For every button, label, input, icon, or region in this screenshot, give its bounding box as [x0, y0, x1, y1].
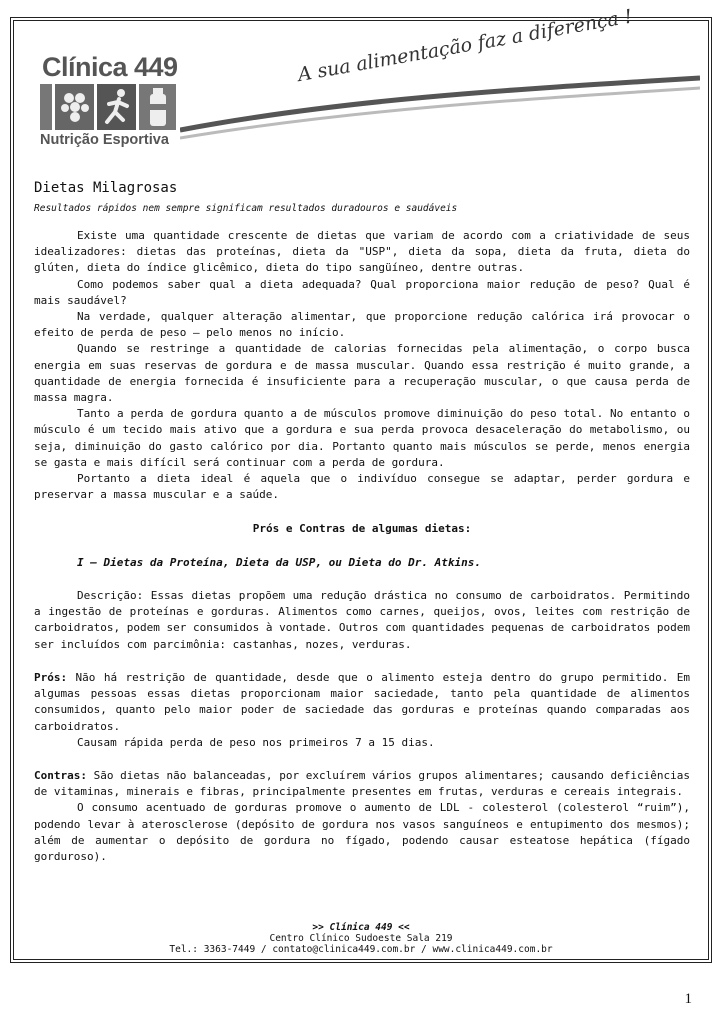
- paragraph: Como podemos saber qual a dieta adequada? Qual proporciona maior redução de peso? Qual é mais saudável?: [34, 277, 690, 307]
- diet-heading: [34, 555, 690, 571]
- article-title: Dietas Milagrosas: [34, 180, 178, 196]
- pros-section: [34, 670, 690, 751]
- footer-clinic-name: >> Clínica 449 <<: [312, 922, 410, 933]
- description-paragraph: Descrição: Essas dietas propõem uma redução drástica no consumo de carboidratos. Permitindo a ingestão de proteínas e gorduras. Alimentos como carnes, queijos, ovos, leites com restrição de carboidratos, podem ser consumidos à vontade. Outros com quantidades pequenas de carboidratos podem ser incluídos com parcimônia: castanhas, nozes, verduras.: [34, 589, 690, 651]
- paragraph: Tanto a perda de gordura quanto a de músculos promove diminuição do peso total. No entanto o músculo é um tecido mais ativo que a gordura e sua perda provoca desaceleração do metabolismo, ou seja, diminuição do gasto calórico por dia. Portanto quanto mais músculos se perde, menos energia se gasta e mais difícil será continuar com a perda de gordura.: [34, 407, 690, 469]
- section-heading: [34, 521, 690, 537]
- paragraph: Existe uma quantidade crescente de dietas que variam de acordo com a criatividade de seus idealizadores: dietas das proteínas, dieta da "USP", dieta da sopa, dieta da fruta, dieta do glúten, dieta do índice glicêmico, dieta do tipo sangüíneo, dentre outras.: [34, 229, 690, 275]
- footer-address: Centro Clínico Sudoeste Sala 219: [269, 933, 453, 944]
- slogan-text: A sua alimentação faz a diferença !: [296, 5, 634, 87]
- diet-title: I – Dietas da Proteína, Dieta da USP, ou Dieta do Dr. Atkins.: [77, 556, 481, 569]
- cons-extra: O consumo acentuado de gorduras promove o aumento de LDL - colesterol (colesterol “ruim”), podendo levar à aterosclerose (depósito de gordura nos vasos sanguíneos e entupimento dos mesmos); além de aumentar o depósito de gordura no fígado, podendo causar esteatose hepática (fígado gorduroso).: [34, 801, 690, 864]
- cons-text: São dietas não balanceadas, por excluírem vários grupos alimentares; causando deficiências de vitaminas, minerais e fibras, principalmente presentes em frutas, verduras e cereais integrais.: [34, 769, 690, 799]
- paragraph: Na verdade, qualquer alteração alimentar, que proporcione redução calórica irá provocar o efeito de perda de peso – pelo menos no início.: [34, 310, 690, 340]
- pros-extra: Causam rápida perda de peso nos primeiros 7 a 15 dias.: [77, 735, 435, 749]
- clinic-logo: [34, 52, 178, 152]
- diet-description: [34, 588, 690, 653]
- pros-text: Não há restrição de quantidade, desde que o alimento esteja dentro do grupo permitido. Em algumas pessoas essas dietas proporcionam maior saciedade, tanto pela quantidade de alimentos consumidos, quanto pelo maior poder de saciedade das gorduras e proteínas quando comparadas aos carboidratos.: [34, 671, 690, 733]
- article-body: [34, 228, 690, 503]
- article-subtitle: Resultados rápidos nem sempre significam resultados duradouros e saudáveis: [34, 203, 458, 214]
- paragraph: Quando se restringe a quantidade de calorias fornecidas pela alimentação, o corpo busca energia em suas reservas de gordura e de massa muscular. Quando essa restrição é muito grande, a quantidade de energia fornecida é insuficiente para a recuperação muscular, o que causa perda de massa magra.: [34, 342, 690, 405]
- logo-title: Clínica 449: [42, 52, 178, 82]
- pros-label: Prós:: [34, 671, 68, 684]
- bottle-icon: [139, 84, 176, 130]
- page-footer: [13, 922, 709, 955]
- logo-bar-icon: [40, 84, 52, 130]
- footer-contact: Tel.: 3363-7449 / contato@clinica449.com.br / www.clinica449.com.br: [169, 944, 553, 955]
- runner-icon: [97, 84, 136, 130]
- cons-section: [34, 768, 690, 865]
- grapes-icon: [55, 84, 94, 130]
- logo-pictograms: [40, 84, 176, 130]
- paragraph: Portanto a dieta ideal é aquela que o indivíduo consegue se adaptar, perder gordura e preservar a massa muscular e a saúde.: [34, 472, 690, 502]
- section-title: Prós e Contras de algumas dietas:: [252, 522, 472, 535]
- cons-label: Contras:: [34, 769, 87, 782]
- logo-subtitle: Nutrição Esportiva: [40, 132, 169, 148]
- page-number: 1: [684, 991, 692, 1007]
